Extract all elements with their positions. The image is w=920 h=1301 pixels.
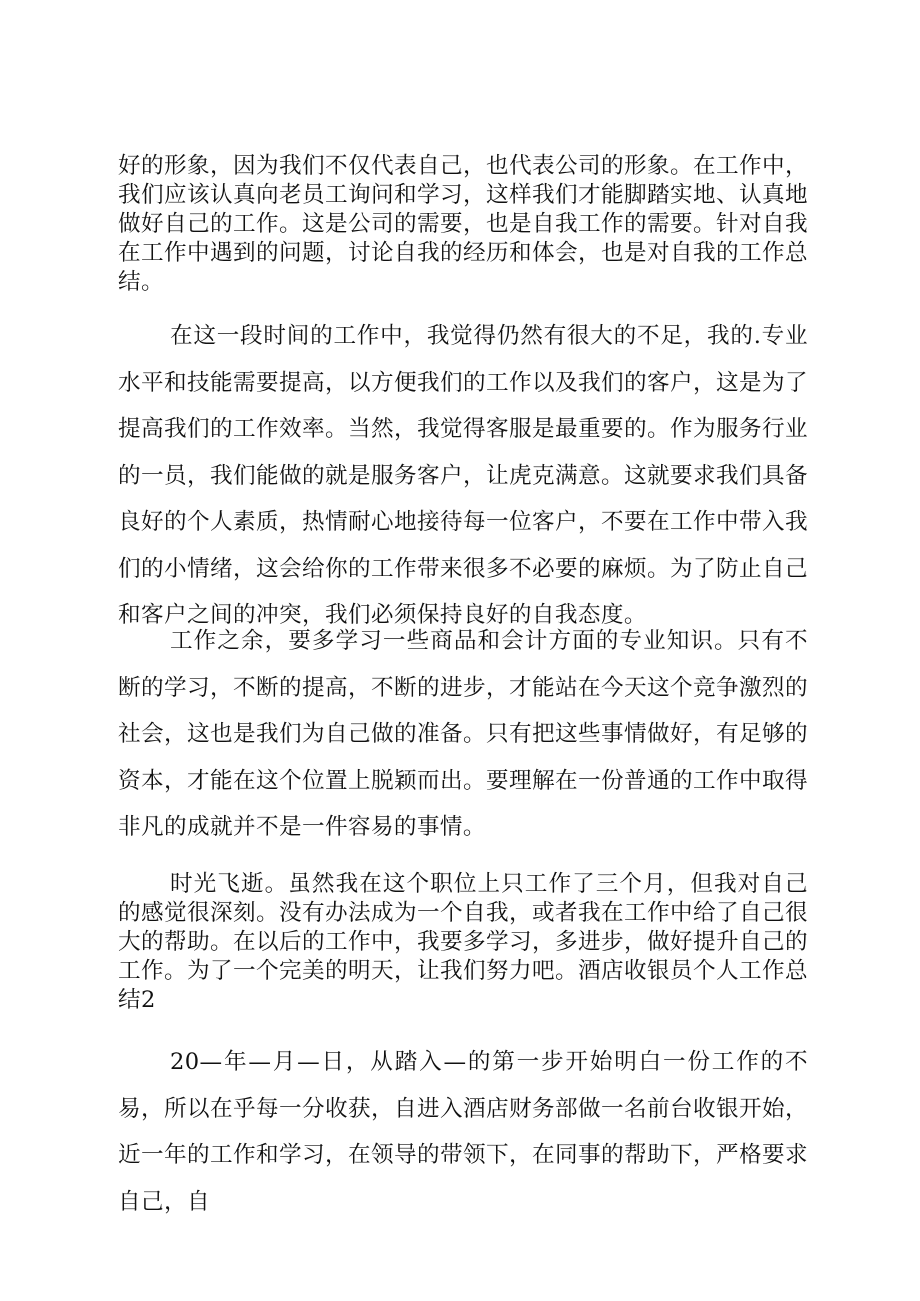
paragraph-5: 20—年—月—日，从踏入—的第一步开始明白一份工作的不易，所以在乎每一分收获，自进入酒店财务部做一名前台收银开始，近一年的工作和学习，在领导的带领下，在同事的帮助下，严格要求自己，自 [118,1049,808,1215]
paragraph-3: 工作之余，要多学习一些商品和会计方面的专业知识。只有不断的学习，不断的提高，不断的进步，才能站在今天这个竞争激烈的社会，这也是我们为自己做的准备。只有把这些事情做好，有足够的资本，才能在这个位置上脱颖而出。要理解在一份普通的工作中取得非凡的成就并不是一件容易的事情。 [118,628,808,840]
paragraph-2: 在这一段时间的工作中，我觉得仍然有很大的不足，我的.专业水平和技能需要提高，以方便我们的工作以及我们的客户，这是为了提高我们的工作效率。当然，我觉得客服是最重要的。作为服务行业的一员，我们能做的就是服务客户，让虎克满意。这就要求我们具备良好的个人素质，热情耐心地接待每一位客户，不要在工作中带入我们的小情绪，这会给你的工作带来很多不必要的麻烦。为了防止自己和客户之间的冲突，我们必须保持良好的自我态度。 [118,323,808,628]
paragraph-1: 好的形象，因为我们不仅代表自己，也代表公司的形象。在工作中，我们应该认真向老员工询问和学习，这样我们才能脚踏实地、认真地做好自己的工作。这是公司的需要，也是自我工作的需要。针对自我在工作中遇到的问题，讨论自我的经历和体会，也是对自我的工作总结。 [118,153,808,295]
paragraph-4: 时光飞逝。虽然我在这个职位上只工作了三个月，但我对自己的感觉很深刻。没有办法成为一个自我，或者我在工作中给了自己很大的帮助。在以后的工作中，我要多学习，多进步，做好提升自己的工作。为了一个完美的明天，让我们努力吧。酒店收银员个人工作总结2 [118,871,808,1013]
